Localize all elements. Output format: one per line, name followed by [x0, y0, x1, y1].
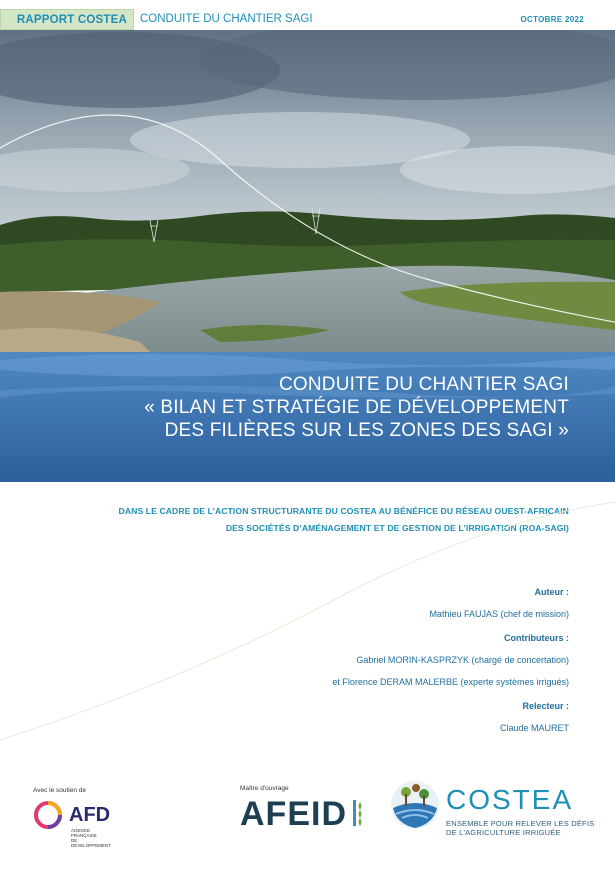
- costea-logo: [388, 778, 595, 837]
- afd-subtitle: AGENCE FRANÇAISE DE DÉVELOPPEMENT: [71, 828, 112, 848]
- afd-logo: [33, 787, 112, 848]
- author-label: Auteur :: [534, 587, 569, 597]
- author-name: Mathieu FAUJAS (chef de mission): [429, 609, 569, 619]
- afeid-wordmark: AFEID: [240, 795, 347, 833]
- report-type-badge: RAPPORT COSTEA: [0, 9, 134, 30]
- afd-wordmark: AFD: [69, 804, 111, 826]
- report-running-title: CONDUITE DU CHANTIER SAGI: [140, 13, 313, 25]
- contributor-2: et Florence DERAM MALERBE (experte systèmes irrigués): [332, 677, 569, 687]
- afeid-logo: [240, 785, 365, 832]
- contributors-label: Contributeurs :: [504, 633, 569, 643]
- costea-wordmark: COSTEA: [446, 784, 574, 815]
- reader-name: Claude MAURET: [499, 723, 569, 733]
- cover-title-line1: CONDUITE DU CHANTIER SAGI: [278, 374, 569, 395]
- wheat-icon: [351, 798, 365, 828]
- afeid-caption: Maître d'ouvrage: [240, 785, 289, 792]
- cover-title: [144, 374, 569, 442]
- report-header: [0, 0, 615, 30]
- reader-label: Relecteur :: [522, 701, 569, 711]
- costea-emblem-icon: [388, 778, 442, 832]
- context-line1: DANS LE CADRE DE L’ACTION STRUCTURANTE DU COSTEA AU BÉNÉFICE DU RÉSEAU OUEST-AFRICAIN: [118, 506, 569, 516]
- credits: [332, 586, 569, 735]
- report-date: OCTOBRE 2022: [520, 15, 584, 24]
- costea-tagline: ENSEMBLE POUR RELEVER LES DÉFIS DE L'AGRICULTURE IRRIGUÉE: [446, 819, 595, 837]
- cover-title-line2: « BILAN ET STRATÉGIE DE DÉVELOPPEMENT: [144, 397, 569, 418]
- contributor-1: Gabriel MORIN-KASPRZYK (chargé de concertation): [356, 655, 569, 665]
- afd-caption: Avec le soutien de: [33, 787, 86, 794]
- afd-ring-icon: [33, 800, 63, 830]
- context-line2: DES SOCIÉTÉS D’AMÉNAGEMENT ET DE GESTION DE L’IRRIGATION (ROA-SAGI): [225, 523, 569, 533]
- cover-title-line3: DES FILIÈRES SUR LES ZONES DES SAGI »: [164, 420, 569, 441]
